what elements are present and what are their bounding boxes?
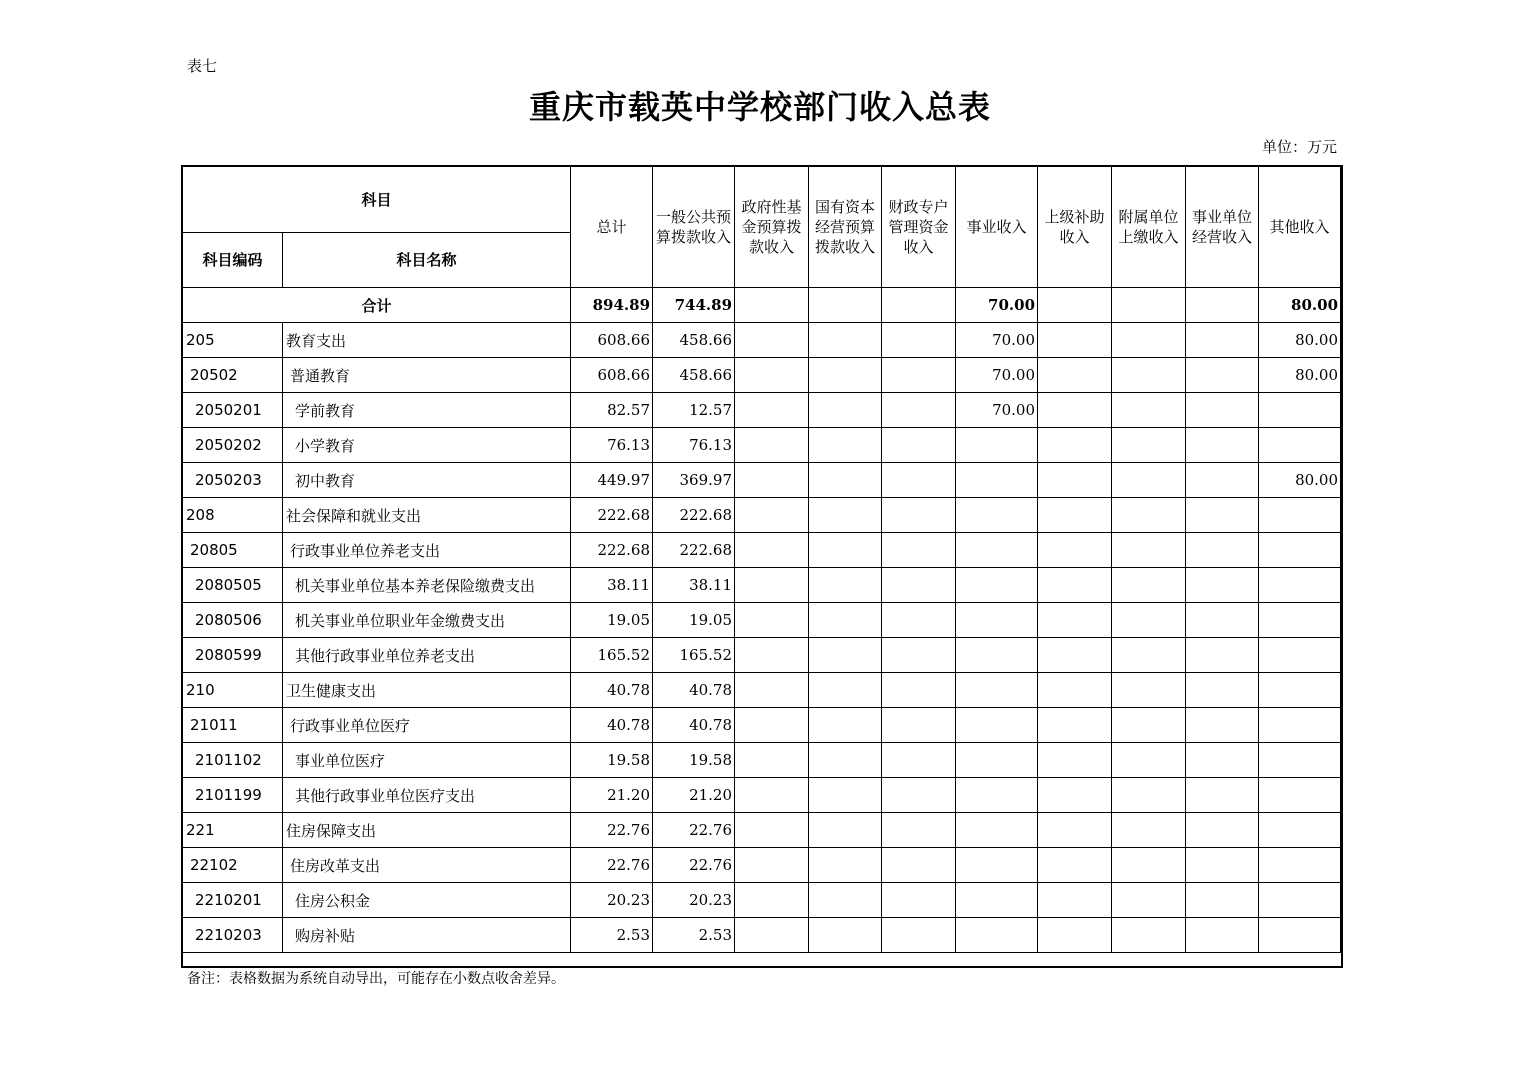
cell-general-budget: 19.05 — [653, 603, 735, 638]
cell-total: 82.57 — [571, 393, 653, 428]
row-name: 学前教育 — [283, 393, 571, 428]
header-total: 总计 — [571, 167, 653, 288]
row-code: 22102 — [183, 848, 283, 883]
total-cell-state-capital — [809, 288, 882, 323]
cell-general-budget: 22.76 — [653, 848, 735, 883]
cell-fiscal-special — [882, 848, 956, 883]
table-row — [183, 358, 1341, 393]
table-row — [183, 498, 1341, 533]
cell-other-income — [1259, 428, 1341, 463]
cell-state-capital — [809, 778, 882, 813]
cell-fiscal-special — [882, 743, 956, 778]
cell-fiscal-special — [882, 463, 956, 498]
cell-state-capital — [809, 743, 882, 778]
cell-general-budget: 76.13 — [653, 428, 735, 463]
cell-affiliated-turnover — [1112, 533, 1186, 568]
cell-superior-subsidy — [1038, 533, 1112, 568]
row-code: 2210201 — [183, 883, 283, 918]
cell-other-income — [1259, 778, 1341, 813]
cell-total: 40.78 — [571, 673, 653, 708]
cell-gov-fund — [735, 848, 809, 883]
cell-business-operation — [1186, 848, 1259, 883]
cell-affiliated-turnover — [1112, 918, 1186, 953]
cell-business-operation — [1186, 498, 1259, 533]
header-business-operation: 事业单位经营收入 — [1186, 167, 1259, 288]
page-title: 重庆市载英中学校部门收入总表 — [528, 88, 991, 126]
row-name: 行政事业单位医疗 — [283, 708, 571, 743]
cell-gov-fund — [735, 498, 809, 533]
row-code: 21011 — [183, 708, 283, 743]
total-cell-total: 894.89 — [571, 288, 653, 323]
cell-business-operation — [1186, 673, 1259, 708]
row-name: 行政事业单位养老支出 — [283, 533, 571, 568]
row-name: 其他行政事业单位养老支出 — [283, 638, 571, 673]
cell-state-capital — [809, 673, 882, 708]
cell-affiliated-turnover — [1112, 778, 1186, 813]
row-name: 卫生健康支出 — [283, 673, 571, 708]
cell-superior-subsidy — [1038, 393, 1112, 428]
cell-business-income — [956, 918, 1038, 953]
cell-other-income — [1259, 638, 1341, 673]
cell-general-budget: 222.68 — [653, 498, 735, 533]
cell-gov-fund — [735, 603, 809, 638]
header-business-income: 事业收入 — [956, 167, 1038, 288]
cell-business-income — [956, 708, 1038, 743]
cell-general-budget: 2.53 — [653, 918, 735, 953]
total-cell-superior-subsidy — [1038, 288, 1112, 323]
row-name: 普通教育 — [283, 358, 571, 393]
cell-state-capital — [809, 603, 882, 638]
cell-affiliated-turnover — [1112, 428, 1186, 463]
cell-business-operation — [1186, 638, 1259, 673]
cell-business-operation — [1186, 358, 1259, 393]
cell-business-income — [956, 498, 1038, 533]
row-name: 教育支出 — [283, 323, 571, 358]
cell-superior-subsidy — [1038, 883, 1112, 918]
cell-other-income — [1259, 918, 1341, 953]
cell-business-operation — [1186, 393, 1259, 428]
header-code: 科目编码 — [183, 233, 283, 288]
cell-superior-subsidy — [1038, 673, 1112, 708]
header-general-budget: 一般公共预算拨款收入 — [653, 167, 735, 288]
row-code: 2080505 — [183, 568, 283, 603]
cell-fiscal-special — [882, 428, 956, 463]
cell-business-operation — [1186, 778, 1259, 813]
cell-other-income — [1259, 813, 1341, 848]
cell-business-operation — [1186, 533, 1259, 568]
row-name: 其他行政事业单位医疗支出 — [283, 778, 571, 813]
cell-other-income — [1259, 603, 1341, 638]
cell-general-budget: 40.78 — [653, 673, 735, 708]
header-state-capital: 国有资本经营预算拨款收入 — [809, 167, 882, 288]
cell-business-income: 70.00 — [956, 323, 1038, 358]
cell-state-capital — [809, 323, 882, 358]
table-row — [183, 638, 1341, 673]
cell-business-income: 70.00 — [956, 393, 1038, 428]
cell-affiliated-turnover — [1112, 638, 1186, 673]
cell-total: 38.11 — [571, 568, 653, 603]
cell-fiscal-special — [882, 778, 956, 813]
cell-general-budget: 369.97 — [653, 463, 735, 498]
cell-general-budget: 20.23 — [653, 883, 735, 918]
cell-state-capital — [809, 533, 882, 568]
cell-state-capital — [809, 463, 882, 498]
cell-general-budget: 22.76 — [653, 813, 735, 848]
cell-fiscal-special — [882, 673, 956, 708]
total-cell-business-income: 70.00 — [956, 288, 1038, 323]
cell-gov-fund — [735, 638, 809, 673]
cell-other-income — [1259, 498, 1341, 533]
cell-business-operation — [1186, 883, 1259, 918]
row-name: 机关事业单位职业年金缴费支出 — [283, 603, 571, 638]
total-cell-other-income: 80.00 — [1259, 288, 1341, 323]
cell-business-income — [956, 883, 1038, 918]
table-row — [183, 708, 1341, 743]
row-code: 205 — [183, 323, 283, 358]
cell-affiliated-turnover — [1112, 603, 1186, 638]
total-label: 合计 — [183, 288, 571, 323]
cell-gov-fund — [735, 358, 809, 393]
cell-gov-fund — [735, 323, 809, 358]
row-code: 2050202 — [183, 428, 283, 463]
cell-gov-fund — [735, 673, 809, 708]
cell-other-income — [1259, 708, 1341, 743]
cell-business-income — [956, 638, 1038, 673]
cell-affiliated-turnover — [1112, 743, 1186, 778]
cell-business-income — [956, 428, 1038, 463]
cell-affiliated-turnover — [1112, 813, 1186, 848]
cell-gov-fund — [735, 778, 809, 813]
table-row — [183, 603, 1341, 638]
row-name: 初中教育 — [283, 463, 571, 498]
cell-fiscal-special — [882, 358, 956, 393]
cell-business-operation — [1186, 428, 1259, 463]
cell-general-budget: 19.58 — [653, 743, 735, 778]
cell-state-capital — [809, 428, 882, 463]
cell-fiscal-special — [882, 883, 956, 918]
cell-superior-subsidy — [1038, 708, 1112, 743]
cell-state-capital — [809, 498, 882, 533]
cell-fiscal-special — [882, 323, 956, 358]
cell-business-income — [956, 848, 1038, 883]
cell-general-budget: 458.66 — [653, 323, 735, 358]
row-code: 2080599 — [183, 638, 283, 673]
table-row — [183, 533, 1341, 568]
header-subject: 科目 — [183, 167, 571, 233]
cell-fiscal-special — [882, 498, 956, 533]
cell-total: 608.66 — [571, 358, 653, 393]
cell-fiscal-special — [882, 813, 956, 848]
cell-state-capital — [809, 813, 882, 848]
cell-superior-subsidy — [1038, 463, 1112, 498]
cell-affiliated-turnover — [1112, 708, 1186, 743]
table-row — [183, 778, 1341, 813]
cell-other-income — [1259, 848, 1341, 883]
total-cell-fiscal-special — [882, 288, 956, 323]
cell-affiliated-turnover — [1112, 463, 1186, 498]
cell-gov-fund — [735, 813, 809, 848]
cell-gov-fund — [735, 743, 809, 778]
cell-business-income: 70.00 — [956, 358, 1038, 393]
cell-other-income — [1259, 568, 1341, 603]
footnote: 备注：表格数据为系统自动导出，可能存在小数点收舍差异。 — [187, 971, 565, 987]
header-gov-fund: 政府性基金预算拨款收入 — [735, 167, 809, 288]
cell-superior-subsidy — [1038, 813, 1112, 848]
cell-other-income — [1259, 673, 1341, 708]
table-row — [183, 743, 1341, 778]
cell-general-budget: 38.11 — [653, 568, 735, 603]
cell-total: 19.58 — [571, 743, 653, 778]
cell-total: 22.76 — [571, 813, 653, 848]
row-name: 住房公积金 — [283, 883, 571, 918]
table-row — [183, 848, 1341, 883]
cell-state-capital — [809, 848, 882, 883]
cell-other-income — [1259, 393, 1341, 428]
row-code: 208 — [183, 498, 283, 533]
cell-fiscal-special — [882, 533, 956, 568]
cell-business-operation — [1186, 463, 1259, 498]
cell-business-operation — [1186, 918, 1259, 953]
header-fiscal-special: 财政专户管理资金收入 — [882, 167, 956, 288]
row-code: 20805 — [183, 533, 283, 568]
cell-business-income — [956, 568, 1038, 603]
cell-gov-fund — [735, 393, 809, 428]
cell-total: 76.13 — [571, 428, 653, 463]
table-row — [183, 918, 1341, 953]
cell-total: 165.52 — [571, 638, 653, 673]
cell-affiliated-turnover — [1112, 883, 1186, 918]
cell-total: 40.78 — [571, 708, 653, 743]
header-name: 科目名称 — [283, 233, 571, 288]
table-row — [183, 673, 1341, 708]
cell-total: 22.76 — [571, 848, 653, 883]
cell-other-income — [1259, 743, 1341, 778]
cell-gov-fund — [735, 883, 809, 918]
cell-business-operation — [1186, 743, 1259, 778]
cell-business-operation — [1186, 568, 1259, 603]
income-summary-table — [182, 166, 1341, 953]
cell-total: 608.66 — [571, 323, 653, 358]
row-code: 2210203 — [183, 918, 283, 953]
table-row — [183, 463, 1341, 498]
cell-total: 19.05 — [571, 603, 653, 638]
cell-business-operation — [1186, 603, 1259, 638]
total-cell-general-budget: 744.89 — [653, 288, 735, 323]
table-row — [183, 883, 1341, 918]
row-code: 210 — [183, 673, 283, 708]
cell-business-income — [956, 673, 1038, 708]
cell-gov-fund — [735, 533, 809, 568]
cell-general-budget: 458.66 — [653, 358, 735, 393]
row-code: 2101199 — [183, 778, 283, 813]
cell-other-income: 80.00 — [1259, 323, 1341, 358]
cell-other-income — [1259, 883, 1341, 918]
total-cell-gov-fund — [735, 288, 809, 323]
cell-superior-subsidy — [1038, 743, 1112, 778]
row-code: 2101102 — [183, 743, 283, 778]
cell-fiscal-special — [882, 568, 956, 603]
table-row — [183, 393, 1341, 428]
cell-affiliated-turnover — [1112, 673, 1186, 708]
cell-superior-subsidy — [1038, 358, 1112, 393]
cell-business-income — [956, 743, 1038, 778]
total-row — [183, 288, 1341, 323]
cell-fiscal-special — [882, 918, 956, 953]
cell-superior-subsidy — [1038, 778, 1112, 813]
cell-business-income — [956, 813, 1038, 848]
cell-affiliated-turnover — [1112, 568, 1186, 603]
cell-general-budget: 12.57 — [653, 393, 735, 428]
cell-state-capital — [809, 708, 882, 743]
cell-business-income — [956, 778, 1038, 813]
row-code: 20502 — [183, 358, 283, 393]
cell-superior-subsidy — [1038, 428, 1112, 463]
cell-business-income — [956, 463, 1038, 498]
cell-business-operation — [1186, 323, 1259, 358]
cell-other-income — [1259, 533, 1341, 568]
row-code: 221 — [183, 813, 283, 848]
header-superior-subsidy: 上级补助收入 — [1038, 167, 1112, 288]
cell-affiliated-turnover — [1112, 358, 1186, 393]
table-row — [183, 568, 1341, 603]
cell-superior-subsidy — [1038, 498, 1112, 533]
cell-total: 222.68 — [571, 533, 653, 568]
row-name: 小学教育 — [283, 428, 571, 463]
cell-business-income — [956, 533, 1038, 568]
cell-general-budget: 222.68 — [653, 533, 735, 568]
cell-state-capital — [809, 883, 882, 918]
cell-gov-fund — [735, 708, 809, 743]
table-row — [183, 813, 1341, 848]
cell-state-capital — [809, 638, 882, 673]
cell-superior-subsidy — [1038, 568, 1112, 603]
cell-total: 222.68 — [571, 498, 653, 533]
cell-affiliated-turnover — [1112, 393, 1186, 428]
row-name: 事业单位医疗 — [283, 743, 571, 778]
table-label: 表七 — [187, 57, 218, 75]
cell-fiscal-special — [882, 638, 956, 673]
row-code: 2050203 — [183, 463, 283, 498]
cell-state-capital — [809, 568, 882, 603]
cell-fiscal-special — [882, 603, 956, 638]
cell-superior-subsidy — [1038, 603, 1112, 638]
cell-fiscal-special — [882, 708, 956, 743]
cell-other-income: 80.00 — [1259, 358, 1341, 393]
total-cell-affiliated-turnover — [1112, 288, 1186, 323]
cell-business-income — [956, 603, 1038, 638]
total-cell-business-operation — [1186, 288, 1259, 323]
cell-fiscal-special — [882, 393, 956, 428]
cell-total: 21.20 — [571, 778, 653, 813]
cell-gov-fund — [735, 428, 809, 463]
cell-state-capital — [809, 918, 882, 953]
header-other-income: 其他收入 — [1259, 167, 1341, 288]
row-code: 2050201 — [183, 393, 283, 428]
header-affiliated-turnover: 附属单位上缴收入 — [1112, 167, 1186, 288]
cell-superior-subsidy — [1038, 323, 1112, 358]
cell-superior-subsidy — [1038, 848, 1112, 883]
cell-total: 2.53 — [571, 918, 653, 953]
row-code: 2080506 — [183, 603, 283, 638]
unit-label: 单位：万元 — [1261, 138, 1337, 156]
row-name: 机关事业单位基本养老保险缴费支出 — [283, 568, 571, 603]
cell-business-operation — [1186, 708, 1259, 743]
cell-affiliated-turnover — [1112, 498, 1186, 533]
cell-gov-fund — [735, 918, 809, 953]
cell-general-budget: 40.78 — [653, 708, 735, 743]
row-name: 住房保障支出 — [283, 813, 571, 848]
cell-general-budget: 21.20 — [653, 778, 735, 813]
cell-total: 449.97 — [571, 463, 653, 498]
row-name: 社会保障和就业支出 — [283, 498, 571, 533]
cell-superior-subsidy — [1038, 638, 1112, 673]
row-name: 住房改革支出 — [283, 848, 571, 883]
row-name: 购房补贴 — [283, 918, 571, 953]
cell-gov-fund — [735, 463, 809, 498]
cell-business-operation — [1186, 813, 1259, 848]
cell-superior-subsidy — [1038, 918, 1112, 953]
cell-other-income: 80.00 — [1259, 463, 1341, 498]
cell-state-capital — [809, 358, 882, 393]
cell-state-capital — [809, 393, 882, 428]
cell-affiliated-turnover — [1112, 848, 1186, 883]
cell-general-budget: 165.52 — [653, 638, 735, 673]
table-row — [183, 428, 1341, 463]
cell-total: 20.23 — [571, 883, 653, 918]
table-row — [183, 323, 1341, 358]
cell-gov-fund — [735, 568, 809, 603]
cell-affiliated-turnover — [1112, 323, 1186, 358]
